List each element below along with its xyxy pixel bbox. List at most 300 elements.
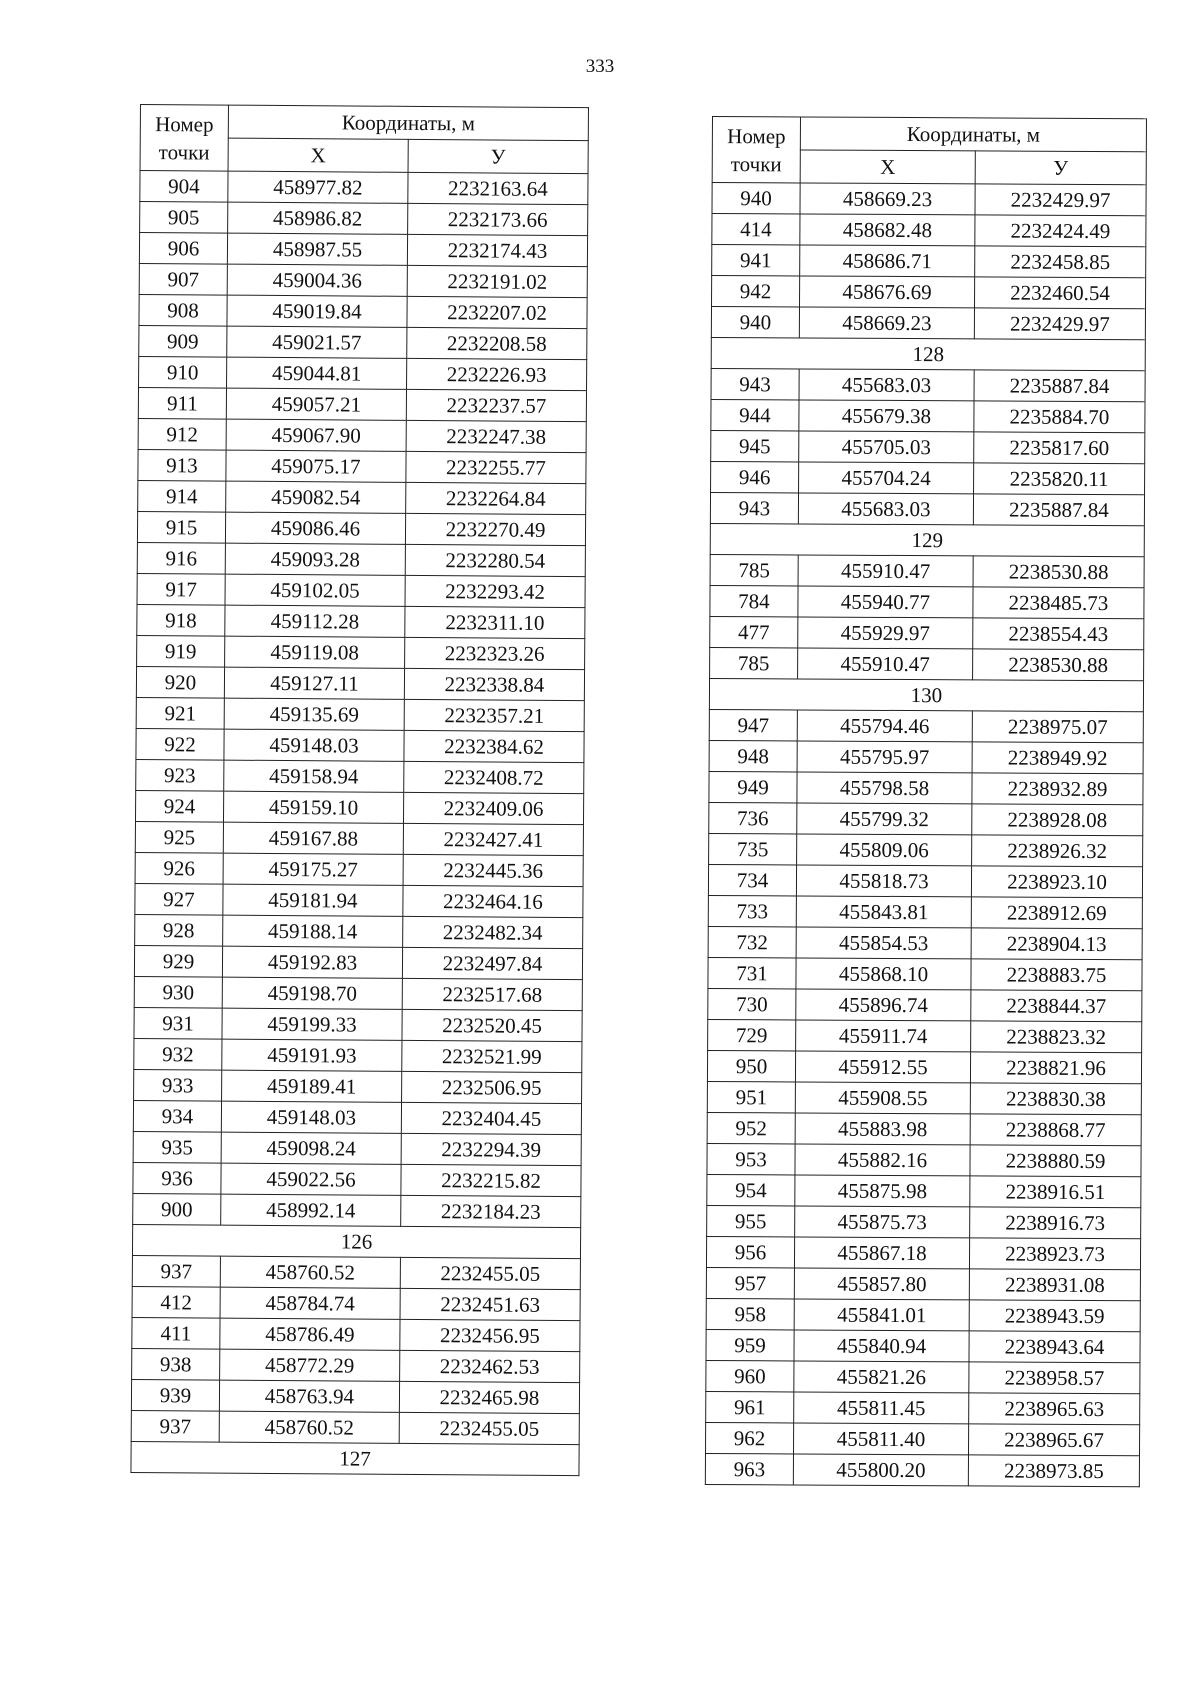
x-coordinate-cell: 459167.88 — [223, 822, 403, 854]
point-number-cell: 785 — [710, 554, 798, 585]
x-coordinate-cell: 459057.21 — [226, 388, 406, 420]
table-row — [140, 171, 588, 205]
table-row — [139, 263, 587, 297]
point-number-cell: 412 — [132, 1286, 220, 1318]
table-row — [135, 914, 583, 948]
table-row — [139, 294, 587, 328]
point-number-cell: 927 — [135, 883, 223, 915]
point-number-cell: 945 — [711, 430, 799, 461]
point-number-cell: 729 — [708, 1019, 796, 1050]
y-coordinate-cell: 2232215.82 — [401, 1164, 581, 1196]
x-coordinate-cell: 455843.81 — [796, 896, 971, 928]
table-row — [708, 926, 1142, 959]
x-coordinate-cell: 455908.55 — [795, 1082, 970, 1114]
y-coordinate-cell: 2232409.06 — [403, 792, 583, 824]
x-coordinate-cell: 458760.52 — [220, 1256, 400, 1288]
x-coordinate-cell: 455896.74 — [796, 989, 971, 1021]
table-row — [138, 449, 586, 483]
point-number-cell: 937 — [131, 1410, 219, 1442]
table-row — [137, 573, 585, 607]
table-row — [710, 492, 1144, 525]
x-coordinate-cell: 459135.69 — [224, 698, 404, 730]
x-coordinate-cell: 458784.74 — [220, 1287, 400, 1319]
y-coordinate-cell: 2235820.11 — [974, 463, 1145, 495]
group-number: 130 — [709, 678, 1143, 711]
table-row — [710, 585, 1144, 618]
x-coordinate-cell: 459158.94 — [224, 760, 404, 792]
y-coordinate-cell: 2232264.84 — [406, 482, 586, 514]
table-row — [712, 245, 1146, 278]
table-row — [136, 666, 584, 700]
x-coordinate-cell: 459021.57 — [227, 326, 407, 358]
table-row — [711, 368, 1145, 401]
point-number-cell: 917 — [137, 573, 225, 605]
header-y: У — [975, 151, 1146, 185]
table-row — [132, 1348, 580, 1382]
y-coordinate-cell: 2232424.49 — [975, 215, 1146, 247]
point-number-cell: 734 — [708, 864, 796, 895]
group-row — [132, 1224, 580, 1258]
point-number-cell: 958 — [706, 1298, 794, 1329]
y-coordinate-cell: 2232323.26 — [405, 637, 585, 669]
table-row — [709, 802, 1143, 835]
table-row — [136, 759, 584, 793]
y-coordinate-cell: 2232255.77 — [406, 451, 586, 483]
x-coordinate-cell: 455811.40 — [793, 1423, 968, 1455]
y-coordinate-cell: 2238554.43 — [973, 618, 1144, 650]
point-number-cell: 941 — [712, 245, 800, 276]
y-coordinate-cell: 2238973.85 — [968, 1455, 1139, 1487]
group-number: 128 — [711, 337, 1145, 370]
page-number: 333 — [585, 56, 615, 77]
x-coordinate-cell: 455910.47 — [798, 648, 973, 680]
y-coordinate-cell: 2238975.07 — [972, 711, 1143, 743]
y-coordinate-cell: 2232482.34 — [403, 916, 583, 948]
y-coordinate-cell: 2232311.10 — [405, 606, 585, 638]
point-number-cell: 784 — [710, 585, 798, 616]
y-coordinate-cell: 2232384.62 — [404, 730, 584, 762]
header-x: X — [228, 138, 408, 172]
point-number-cell: 922 — [136, 728, 224, 760]
group-row — [131, 1441, 579, 1475]
group-row — [710, 523, 1144, 556]
y-coordinate-cell: 2232456.95 — [400, 1319, 580, 1351]
point-number-cell: 900 — [133, 1193, 221, 1225]
x-coordinate-cell: 459189.41 — [222, 1070, 402, 1102]
y-coordinate-cell: 2232521.99 — [402, 1040, 582, 1072]
point-number-cell: 931 — [134, 1007, 222, 1039]
table-row — [707, 1174, 1141, 1207]
point-number-cell: 940 — [711, 307, 799, 338]
header-point-number-label: Номер точки — [155, 111, 214, 164]
table-row — [708, 1019, 1142, 1052]
table-row — [137, 511, 585, 545]
x-coordinate-cell: 459022.56 — [221, 1163, 401, 1195]
table-row — [712, 214, 1146, 247]
x-coordinate-cell: 459119.08 — [225, 636, 405, 668]
x-coordinate-cell: 458763.94 — [219, 1380, 399, 1412]
point-number-cell: 948 — [709, 740, 797, 771]
point-number-cell: 923 — [136, 759, 224, 791]
table-row — [138, 480, 586, 514]
point-number-cell: 960 — [706, 1360, 794, 1391]
x-coordinate-cell: 455840.94 — [794, 1330, 969, 1362]
y-coordinate-cell: 2238958.57 — [969, 1362, 1140, 1394]
y-coordinate-cell: 2238904.13 — [971, 928, 1142, 960]
table-row — [133, 1100, 581, 1134]
x-coordinate-cell: 459198.70 — [222, 977, 402, 1009]
point-number-cell: 953 — [707, 1143, 795, 1174]
x-coordinate-cell: 459075.17 — [226, 450, 406, 482]
point-number-cell: 949 — [709, 771, 797, 802]
table-row — [708, 864, 1142, 897]
point-number-cell: 918 — [137, 604, 225, 636]
point-number-cell: 962 — [705, 1422, 793, 1453]
table-row — [139, 356, 587, 390]
y-coordinate-cell: 2232191.02 — [407, 265, 587, 297]
coordinates-table-left — [130, 104, 589, 1476]
x-coordinate-cell: 455683.03 — [799, 369, 974, 401]
table-row — [707, 1143, 1141, 1176]
y-coordinate-cell: 2232517.68 — [402, 978, 582, 1010]
y-coordinate-cell: 2238530.88 — [973, 649, 1144, 681]
y-coordinate-cell: 2232270.49 — [405, 513, 585, 545]
table-row — [132, 1255, 580, 1289]
table-row — [712, 183, 1146, 216]
point-number-cell: 942 — [712, 276, 800, 307]
table-row — [711, 461, 1145, 494]
y-coordinate-cell: 2232338.84 — [404, 668, 584, 700]
point-number-cell: 730 — [708, 988, 796, 1019]
table-row — [134, 1038, 582, 1072]
point-number-cell: 956 — [706, 1236, 794, 1267]
y-coordinate-cell: 2232294.39 — [401, 1133, 581, 1165]
group-number: 127 — [131, 1441, 579, 1475]
point-number-cell: 930 — [134, 976, 222, 1008]
x-coordinate-cell: 455818.73 — [796, 865, 971, 897]
table-row — [137, 604, 585, 638]
point-number-cell: 959 — [706, 1329, 794, 1360]
table-row — [136, 728, 584, 762]
table-row — [709, 771, 1143, 804]
point-number-cell: 926 — [135, 852, 223, 884]
x-coordinate-cell: 458772.29 — [220, 1349, 400, 1381]
table-row — [131, 1410, 579, 1444]
table-row — [711, 430, 1145, 463]
table-row — [712, 276, 1146, 309]
point-number-cell: 411 — [132, 1317, 220, 1349]
x-coordinate-cell: 455857.80 — [794, 1268, 969, 1300]
x-coordinate-cell: 455679.38 — [799, 400, 974, 432]
x-coordinate-cell: 458676.69 — [800, 276, 975, 308]
table-row — [135, 883, 583, 917]
y-coordinate-cell: 2238916.73 — [970, 1207, 1141, 1239]
table-row — [706, 1298, 1140, 1331]
point-number-cell: 907 — [139, 263, 227, 295]
point-number-cell: 938 — [132, 1348, 220, 1380]
point-number-cell: 735 — [709, 833, 797, 864]
table-row — [708, 895, 1142, 928]
point-number-cell: 935 — [133, 1131, 221, 1163]
point-number-cell: 947 — [709, 709, 797, 740]
y-coordinate-cell: 2238943.59 — [969, 1300, 1140, 1332]
table-row — [709, 709, 1143, 742]
x-coordinate-cell: 458682.48 — [800, 214, 975, 246]
x-coordinate-cell: 459181.94 — [223, 884, 403, 916]
x-coordinate-cell: 458686.71 — [800, 245, 975, 277]
point-number-cell: 940 — [712, 183, 800, 214]
table-row — [710, 554, 1144, 587]
x-coordinate-cell: 459199.33 — [222, 1008, 402, 1040]
group-number: 126 — [132, 1224, 580, 1258]
y-coordinate-cell: 2232247.38 — [406, 420, 586, 452]
x-coordinate-cell: 455704.24 — [799, 462, 974, 494]
point-number-cell: 912 — [138, 418, 226, 450]
table-row — [138, 387, 586, 421]
table-row — [134, 1007, 582, 1041]
y-coordinate-cell: 2232280.54 — [405, 544, 585, 576]
y-coordinate-cell: 2238530.88 — [973, 556, 1144, 588]
table-row — [134, 976, 582, 1010]
table-row — [135, 852, 583, 886]
y-coordinate-cell: 2238965.67 — [968, 1424, 1139, 1456]
table-row — [133, 1162, 581, 1196]
point-number-cell: 921 — [136, 697, 224, 729]
point-number-cell: 732 — [708, 926, 796, 957]
point-number-cell: 944 — [711, 399, 799, 430]
point-number-cell: 414 — [712, 214, 800, 245]
x-coordinate-cell: 455868.10 — [796, 958, 971, 990]
y-coordinate-cell: 2235887.84 — [974, 370, 1145, 402]
point-number-cell: 928 — [135, 914, 223, 946]
table-row — [710, 616, 1144, 649]
point-number-cell: 929 — [134, 945, 222, 977]
header-point-number — [140, 105, 228, 172]
y-coordinate-cell: 2238821.96 — [970, 1052, 1141, 1084]
y-coordinate-cell: 2232173.66 — [408, 203, 588, 235]
point-number-cell: 731 — [708, 957, 796, 988]
y-coordinate-cell: 2238928.08 — [972, 804, 1143, 836]
x-coordinate-cell: 455811.45 — [794, 1392, 969, 1424]
header-x: X — [800, 150, 975, 184]
y-coordinate-cell: 2238916.51 — [970, 1176, 1141, 1208]
point-number-cell: 919 — [137, 635, 225, 667]
x-coordinate-cell: 455821.26 — [794, 1361, 969, 1393]
table-row — [711, 307, 1145, 340]
table-row — [139, 325, 587, 359]
x-coordinate-cell: 459112.28 — [225, 605, 405, 637]
point-number-cell: 963 — [705, 1453, 793, 1484]
group-row — [711, 337, 1145, 370]
y-coordinate-cell: 2232184.23 — [401, 1195, 581, 1227]
x-coordinate-cell: 458669.23 — [799, 307, 974, 339]
table-row — [706, 1329, 1140, 1362]
y-coordinate-cell: 2232506.95 — [402, 1071, 582, 1103]
x-coordinate-cell: 455882.16 — [795, 1144, 970, 1176]
table-right-body — [705, 183, 1146, 1487]
x-coordinate-cell: 459127.11 — [224, 667, 404, 699]
x-coordinate-cell: 459044.81 — [227, 357, 407, 389]
x-coordinate-cell: 459102.05 — [225, 574, 405, 606]
x-coordinate-cell: 455911.74 — [796, 1020, 971, 1052]
table-row — [132, 1286, 580, 1320]
x-coordinate-cell: 458760.52 — [219, 1411, 399, 1443]
x-coordinate-cell: 455795.97 — [797, 741, 972, 773]
x-coordinate-cell: 455683.03 — [798, 493, 973, 525]
x-coordinate-cell: 458669.23 — [800, 183, 975, 215]
y-coordinate-cell: 2238485.73 — [973, 587, 1144, 619]
point-number-cell: 785 — [710, 647, 798, 678]
table-row — [709, 833, 1143, 866]
table-row — [707, 1205, 1141, 1238]
x-coordinate-cell: 455809.06 — [797, 834, 972, 866]
table-row — [706, 1391, 1140, 1424]
x-coordinate-cell: 455798.58 — [797, 772, 972, 804]
x-coordinate-cell: 455841.01 — [794, 1299, 969, 1331]
y-coordinate-cell: 2232460.54 — [974, 277, 1145, 309]
y-coordinate-cell: 2232404.45 — [401, 1102, 581, 1134]
table-row — [707, 1112, 1141, 1145]
header-y: У — [408, 139, 588, 173]
y-coordinate-cell: 2238880.59 — [970, 1145, 1141, 1177]
x-coordinate-cell: 458977.82 — [228, 171, 408, 203]
y-coordinate-cell: 2232455.05 — [400, 1257, 580, 1289]
table-row — [138, 418, 586, 452]
x-coordinate-cell: 455799.32 — [797, 803, 972, 835]
point-number-cell: 954 — [707, 1174, 795, 1205]
y-coordinate-cell: 2232408.72 — [404, 761, 584, 793]
point-number-cell: 733 — [708, 895, 796, 926]
y-coordinate-cell: 2232455.05 — [399, 1412, 579, 1444]
y-coordinate-cell: 2232465.98 — [399, 1381, 579, 1413]
table-row — [139, 233, 587, 267]
point-number-cell: 736 — [709, 802, 797, 833]
point-number-cell: 955 — [707, 1205, 795, 1236]
x-coordinate-cell: 455705.03 — [799, 431, 974, 463]
y-coordinate-cell: 2232464.16 — [403, 885, 583, 917]
point-number-cell: 477 — [710, 616, 798, 647]
x-coordinate-cell: 455875.98 — [795, 1175, 970, 1207]
x-coordinate-cell: 459067.90 — [226, 419, 406, 451]
x-coordinate-cell: 458992.14 — [221, 1194, 401, 1226]
table-row — [134, 945, 582, 979]
y-coordinate-cell: 2235817.60 — [974, 432, 1145, 464]
table-row — [708, 988, 1142, 1021]
header-coordinates: Координаты, м — [228, 105, 588, 141]
point-number-cell: 905 — [140, 202, 228, 234]
table-row — [711, 399, 1145, 432]
point-number-cell: 937 — [132, 1255, 220, 1287]
table-row — [135, 821, 583, 855]
x-coordinate-cell: 459148.03 — [221, 1101, 401, 1133]
table-row — [707, 1050, 1141, 1083]
y-coordinate-cell: 2238830.38 — [970, 1083, 1141, 1115]
x-coordinate-cell: 455912.55 — [795, 1051, 970, 1083]
y-coordinate-cell: 2232163.64 — [408, 172, 588, 204]
header-point-number-label: Номер точки — [727, 123, 786, 176]
x-coordinate-cell: 459082.54 — [226, 481, 406, 513]
point-number-cell: 943 — [710, 492, 798, 523]
point-number-cell: 909 — [139, 325, 227, 357]
table-row — [705, 1422, 1139, 1455]
y-coordinate-cell: 2238844.37 — [971, 990, 1142, 1022]
y-coordinate-cell: 2238823.32 — [971, 1021, 1142, 1053]
x-coordinate-cell: 455875.73 — [795, 1206, 970, 1238]
table-row — [132, 1317, 580, 1351]
point-number-cell: 925 — [135, 821, 223, 853]
table-row — [136, 697, 584, 731]
y-coordinate-cell: 2238943.64 — [969, 1331, 1140, 1363]
point-number-cell: 961 — [706, 1391, 794, 1422]
y-coordinate-cell: 2232462.53 — [400, 1350, 580, 1382]
x-coordinate-cell: 458786.49 — [220, 1318, 400, 1350]
y-coordinate-cell: 2238923.10 — [971, 866, 1142, 898]
point-number-cell: 936 — [133, 1162, 221, 1194]
point-number-cell: 916 — [137, 542, 225, 574]
y-coordinate-cell: 2238883.75 — [971, 959, 1142, 991]
group-row — [709, 678, 1143, 711]
x-coordinate-cell: 458987.55 — [227, 233, 407, 265]
x-coordinate-cell: 458986.82 — [228, 202, 408, 234]
y-coordinate-cell: 2232427.41 — [403, 823, 583, 855]
table-row — [133, 1193, 581, 1227]
x-coordinate-cell: 455883.98 — [795, 1113, 970, 1145]
table-row — [708, 957, 1142, 990]
x-coordinate-cell: 455940.77 — [798, 586, 973, 618]
y-coordinate-cell: 2238912.69 — [971, 897, 1142, 929]
table-row — [131, 1379, 579, 1413]
y-coordinate-cell: 2238932.89 — [972, 773, 1143, 805]
x-coordinate-cell: 455854.53 — [796, 927, 971, 959]
point-number-cell: 950 — [707, 1050, 795, 1081]
point-number-cell: 934 — [133, 1100, 221, 1132]
point-number-cell: 952 — [707, 1112, 795, 1143]
y-coordinate-cell: 2232497.84 — [402, 947, 582, 979]
x-coordinate-cell: 455800.20 — [793, 1454, 968, 1486]
y-coordinate-cell: 2232520.45 — [402, 1009, 582, 1041]
point-number-cell: 924 — [135, 790, 223, 822]
point-number-cell: 939 — [131, 1379, 219, 1411]
point-number-cell: 951 — [707, 1081, 795, 1112]
y-coordinate-cell: 2232429.97 — [975, 184, 1146, 216]
y-coordinate-cell: 2238923.73 — [969, 1238, 1140, 1270]
table-row — [705, 1453, 1139, 1486]
table-row — [135, 790, 583, 824]
x-coordinate-cell: 455867.18 — [794, 1237, 969, 1269]
point-number-cell: 920 — [136, 666, 224, 698]
x-coordinate-cell: 459175.27 — [223, 853, 403, 885]
point-number-cell: 904 — [140, 171, 228, 203]
y-coordinate-cell: 2232357.21 — [404, 699, 584, 731]
y-coordinate-cell: 2238926.32 — [972, 835, 1143, 867]
y-coordinate-cell: 2232237.57 — [406, 389, 586, 421]
y-coordinate-cell: 2238868.77 — [970, 1114, 1141, 1146]
x-coordinate-cell: 459093.28 — [225, 543, 405, 575]
point-number-cell: 933 — [134, 1069, 222, 1101]
table-row — [710, 647, 1144, 680]
table-row — [133, 1131, 581, 1165]
point-number-cell: 911 — [138, 387, 226, 419]
table-row — [706, 1267, 1140, 1300]
y-coordinate-cell: 2232207.02 — [407, 296, 587, 328]
y-coordinate-cell: 2235884.70 — [974, 401, 1145, 433]
x-coordinate-cell: 459191.93 — [222, 1039, 402, 1071]
point-number-cell: 910 — [139, 356, 227, 388]
y-coordinate-cell: 2232293.42 — [405, 575, 585, 607]
x-coordinate-cell: 455910.47 — [798, 555, 973, 587]
x-coordinate-cell: 459086.46 — [225, 512, 405, 544]
point-number-cell: 914 — [138, 480, 226, 512]
